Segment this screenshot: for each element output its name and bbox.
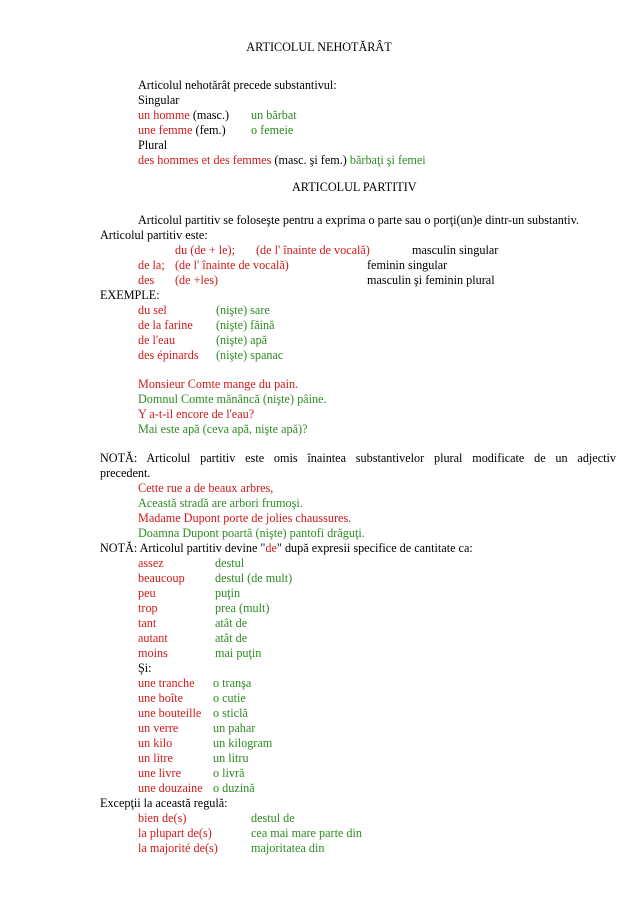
example-fr: un homme (138, 108, 190, 122)
container-fr: une douzaine (138, 781, 203, 795)
partitive-intro (100, 213, 616, 227)
note-2-de: de (265, 541, 277, 555)
partitive-form-dela: de la; (138, 258, 165, 272)
example-fr: du sel (138, 303, 167, 317)
quantity-ro: destul (de mult) (215, 571, 293, 585)
partitive-form-du-note (256, 243, 370, 257)
partitive-form-du-gender: masculin singular (412, 243, 499, 257)
exceptions-label: Excepţii la această regulă: (100, 796, 228, 810)
partitive-form-note: (de l' înainte de vocală) (256, 243, 370, 257)
quantity-ro: puţin (215, 586, 241, 600)
exception-fr: la plupart de(s) (138, 826, 212, 840)
quantity-ro: atât de (215, 631, 248, 645)
partitive-form-dela-note: (de l' înainte de vocală) (175, 258, 289, 272)
note-1-line2: precedent. (100, 466, 151, 480)
example-ro: un bărbat (251, 108, 297, 122)
quantity-fr: autant (138, 631, 168, 645)
sentence-ro: Această stradă are arbori frumoşi. (138, 496, 303, 510)
container-ro: un pahar (213, 721, 256, 735)
plural-label: Plural (138, 138, 168, 152)
example-fr: de l'eau (138, 333, 176, 347)
container-fr: un verre (138, 721, 179, 735)
partitive-form-dela-gender: feminin singular (367, 258, 448, 272)
singular-example-1 (138, 108, 229, 122)
example-fr: de la farine (138, 318, 193, 332)
exception-fr: bien de(s) (138, 811, 187, 825)
exception-ro: cea mai mare parte din (251, 826, 362, 840)
partitive-form-des-gender: masculin şi feminin plural (367, 273, 495, 287)
quantity-fr: peu (138, 586, 156, 600)
quantity-fr: trop (138, 601, 158, 615)
section-title-indefinite: ARTICOLUL NEHOTĂRÂT (246, 40, 392, 54)
partitive-form-des-note: (de +les) (175, 273, 219, 287)
partitive-form-du: du (de + le); (175, 243, 236, 257)
example-note: (masc. şi fem.) (274, 153, 347, 167)
container-ro: o duzină (213, 781, 255, 795)
container-ro: o cutie (213, 691, 246, 705)
singular-example-2 (138, 123, 226, 137)
example-fr: une femme (138, 123, 193, 137)
sentence-ro: Mai este apă (ceva apă, nişte apă)? (138, 422, 308, 436)
quantity-fr: assez (138, 556, 164, 570)
quantity-ro: atât de (215, 616, 248, 630)
container-fr: une boîte (138, 691, 184, 705)
quantity-fr: moins (138, 646, 168, 660)
quantity-ro: destul (215, 556, 245, 570)
section-title-partitive: ARTICOLUL PARTITIV (292, 180, 417, 194)
sentence-fr: Cette rue a de beaux arbres, (138, 481, 274, 495)
partitive-form-des: des (138, 273, 155, 287)
example-fr: des épinards (138, 348, 199, 362)
note-2-post: " după expresii specifice de cantitate ca: (276, 541, 473, 555)
container-fr: une bouteille (138, 706, 202, 720)
example-ro: (nişte) sare (216, 303, 270, 317)
container-fr: une tranche (138, 676, 195, 690)
container-ro: o livră (213, 766, 245, 780)
example-ro: bărbaţi şi femei (349, 153, 426, 167)
container-fr: un kilo (138, 736, 173, 750)
note-1-line1: NOTĂ: Articolul partitiv este omis înaintea substantivelor plural modificate de un adjectiv (100, 451, 616, 465)
sentence-fr: Monsieur Comte mange du pain. (138, 377, 299, 391)
quantity-fr: beaucoup (138, 571, 185, 585)
quantity-fr: tant (138, 616, 157, 630)
exception-fr: la majorité de(s) (138, 841, 218, 855)
quantity-ro: prea (mult) (215, 601, 270, 615)
quantity-ro: mai puţin (215, 646, 262, 660)
si-label: Şi: (138, 661, 152, 675)
example-ro: (nişte) făină (216, 318, 275, 332)
partitive-intro-line1: Articolul partitiv se foloseşte pentru a exprima o parte sau o porţi(un)e dintr-un substantiv. (138, 213, 579, 227)
sentence-ro: Doamna Dupont poartă (nişte) pantofi drăguţi. (138, 526, 365, 540)
example-ro: (nişte) apă (216, 333, 268, 347)
exemple-label: EXEMPLE: (100, 288, 160, 302)
indefinite-intro: Articolul nehotărât precede substantivul: (138, 78, 337, 92)
plural-example (138, 153, 426, 167)
sentence-ro: Domnul Comte mănâncă (nişte) pâine. (138, 392, 327, 406)
container-ro: un kilogram (213, 736, 273, 750)
note-2 (100, 541, 473, 555)
example-note: (masc.) (192, 108, 230, 122)
container-fr: un litre (138, 751, 173, 765)
container-ro: o sticlă (213, 706, 248, 720)
exception-ro: majoritatea din (251, 841, 325, 855)
note-2-pre: NOTĂ: Articolul partitiv devine " (100, 541, 266, 555)
sentence-fr: Madame Dupont porte de jolies chaussures. (138, 511, 352, 525)
exception-ro: destul de (251, 811, 295, 825)
partitive-intro-line2: Articolul partitiv este: (100, 228, 208, 242)
singular-label: Singular (138, 93, 180, 107)
sentence-fr: Y a-t-il encore de l'eau? (138, 407, 255, 421)
example-ro: (nişte) spanac (216, 348, 284, 362)
example-ro: o femeie (251, 123, 294, 137)
example-note: (fem.) (195, 123, 226, 137)
container-ro: o tranşa (213, 676, 252, 690)
example-fr: des hommes et des femmes (138, 153, 272, 167)
container-ro: un litru (213, 751, 249, 765)
container-fr: une livre (138, 766, 181, 780)
